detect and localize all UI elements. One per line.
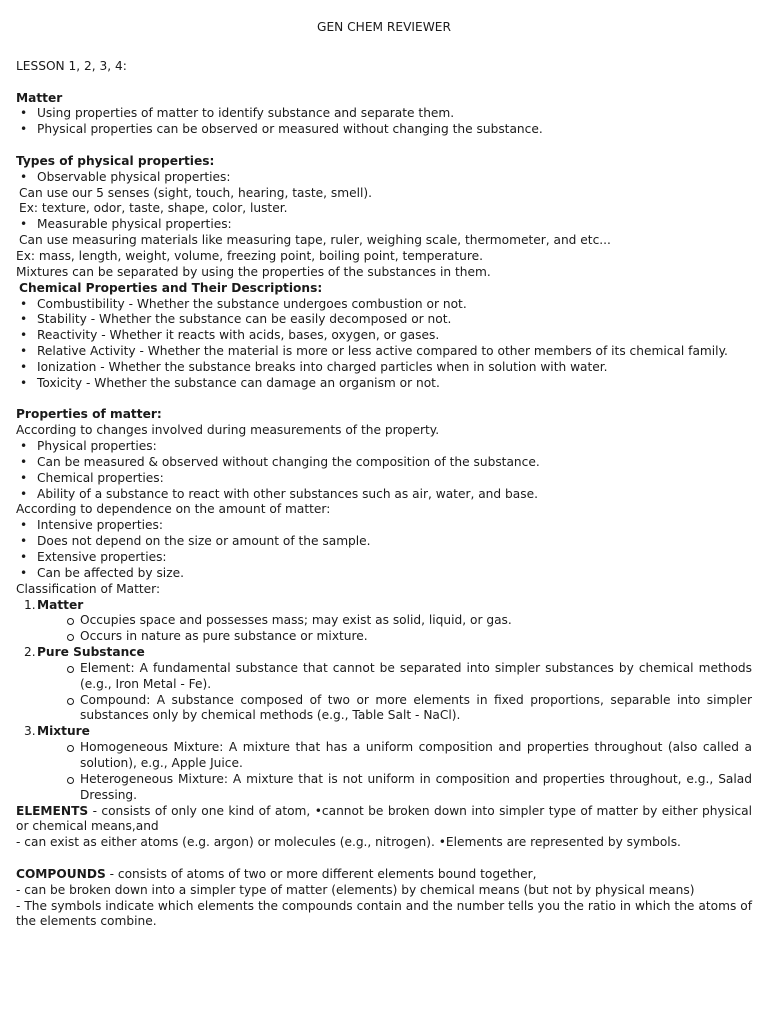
elements-term: ELEMENTS (16, 803, 89, 818)
document-title: GEN CHEM REVIEWER (317, 20, 451, 34)
paragraph: - The symbols indicate which elements the compounds contain and the number tells you the ratio in which the atoms of the elements combine. (16, 898, 752, 929)
class-item (16, 645, 752, 724)
paragraph: - can be broken down into a simpler type of matter (elements) by chemical means (but not by physical means) (16, 882, 695, 897)
paragraph: Mixtures can be separated by using the properties of the substances in them. (16, 264, 491, 279)
chem-heading: Chemical Properties and Their Descriptions: (19, 280, 323, 295)
list-number: 3. (24, 724, 36, 739)
paragraph: Can use measuring materials like measuring tape, ruler, weighing scale, thermometer, and etc... (19, 233, 611, 248)
paragraph: Classification of Matter: (16, 581, 161, 596)
list-item: Homogeneous Mixture: A mixture that has a uniform composition and properties throughout (also called a solution), e.g., Apple Juice. (37, 740, 752, 772)
section-properties (16, 407, 752, 803)
lesson-label: LESSON 1, 2, 3, 4: (16, 58, 127, 73)
paragraph: According to dependence on the amount of matter: (16, 502, 331, 517)
list-number: 1. (24, 597, 36, 612)
class-item (16, 598, 752, 646)
list-item: • Intensive properties: (16, 518, 752, 534)
paragraph: Can use our 5 senses (sight, touch, hearing, taste, smell). (19, 185, 373, 200)
list-item: Element: A fundamental substance that cannot be separated into simpler substances by chemical methods (e.g., Iron Metal - Fe). (37, 661, 752, 693)
list-item: Occurs in nature as pure substance or mixture. (37, 629, 752, 645)
section-physical-types (16, 154, 752, 392)
list-item: • Physical properties can be observed or measured without changing the substance. (16, 122, 752, 138)
class-name: Mixture (37, 724, 90, 739)
list-item: • Extensive properties: (16, 550, 752, 566)
list-item: • Physical properties: (16, 439, 752, 455)
list-item: • Using properties of matter to identify substance and separate them. (16, 106, 752, 122)
class-item (16, 724, 752, 803)
list-item: • Chemical properties: (16, 471, 752, 487)
list-item: • Can be affected by size. (16, 566, 752, 582)
list-item: • Measurable physical properties: (16, 217, 752, 233)
list-number: 2. (24, 645, 36, 660)
elements-paragraph (16, 804, 752, 836)
list-item: • Reactivity - Whether it reacts with acids, bases, oxygen, or gases. (16, 328, 752, 344)
list-item: • Ionization - Whether the substance breaks into charged particles when in solution with water. (16, 360, 752, 376)
paragraph: Ex: mass, length, weight, volume, freezing point, boiling point, temperature. (16, 248, 483, 263)
paragraph: - can exist as either atoms (e.g. argon) or molecules (e.g., nitrogen). •Elements are represented by symbols. (16, 835, 681, 850)
list-item: • Combustibility - Whether the substance undergoes combustion or not. (16, 297, 752, 313)
paragraph: Ex: texture, odor, taste, shape, color, luster. (19, 201, 288, 216)
types-heading: Types of physical properties: (16, 153, 215, 168)
list-item: Heterogeneous Mixture: A mixture that is not uniform in composition and properties throughout, e.g., Salad Dressing. (37, 772, 752, 804)
section-matter (16, 91, 752, 139)
list-item: • Does not depend on the size or amount of the sample. (16, 534, 752, 550)
props-heading: Properties of matter: (16, 407, 162, 422)
list-item: • Toxicity - Whether the substance can damage an organism or not. (16, 376, 752, 392)
class-name: Pure Substance (37, 645, 145, 660)
list-item: • Ability of a substance to react with other substances such as air, water, and base. (16, 487, 752, 503)
list-item: Occupies space and possesses mass; may exist as solid, liquid, or gas. (37, 613, 752, 629)
matter-heading: Matter (16, 90, 63, 105)
list-item: • Relative Activity - Whether the material is more or less active compared to other members of its chemical family. (16, 344, 752, 360)
list-item: • Can be measured & observed without changing the composition of the substance. (16, 455, 752, 471)
paragraph: According to changes involved during measurements of the property. (16, 423, 440, 438)
compounds-term: COMPOUNDS (16, 866, 106, 881)
class-name: Matter (37, 597, 84, 612)
classification-list (16, 598, 752, 804)
compounds-text: - consists of atoms of two or more different elements bound together, (105, 866, 537, 881)
list-item: • Stability - Whether the substance can be easily decomposed or not. (16, 312, 752, 328)
list-item: Compound: A substance composed of two or more elements in fixed proportions, separable into simpler substances only by chemical methods (e.g., Table Salt - NaCl). (37, 693, 752, 725)
elements-text: - consists of only one kind of atom, •cannot be broken down into simpler type of matter by either physical or chemical means,and (16, 803, 752, 834)
compounds-paragraph (16, 867, 752, 883)
list-item: • Observable physical properties: (16, 170, 752, 186)
